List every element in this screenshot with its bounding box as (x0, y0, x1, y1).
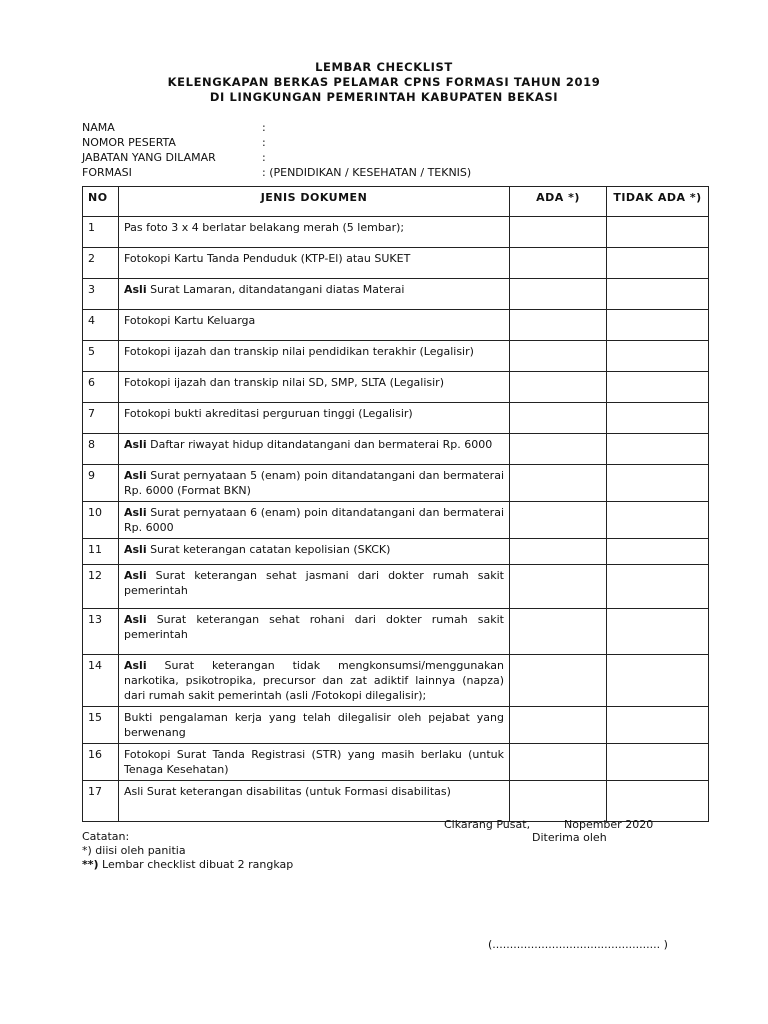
row-document-text: Surat Lamaran, ditandatangani diatas Materai (146, 283, 405, 296)
received-by-label: Diterima oleh (532, 831, 607, 844)
field-value: : (262, 121, 266, 134)
row-document (119, 248, 510, 279)
row-document-text: Surat pernyataan 5 (enam) poin ditandatangani dan bermaterai Rp. 6000 (Format BKN) (124, 469, 504, 497)
notes-title: Catatan: (82, 830, 130, 843)
field-nama (82, 120, 562, 135)
row-document-text: Surat pernyataan 6 (enam) poin ditandatangani dan bermaterai Rp. 6000 (124, 506, 504, 534)
header-no: NO (83, 187, 119, 217)
checklist-table (82, 186, 709, 822)
row-number: 9 (83, 465, 119, 502)
note-mark: **) (82, 858, 99, 871)
tidak-ada-checkbox-cell[interactable] (607, 655, 709, 707)
applicant-fields (82, 120, 562, 180)
tidak-ada-checkbox-cell[interactable] (607, 707, 709, 744)
field-label: NAMA (82, 121, 115, 134)
row-number: 3 (83, 279, 119, 310)
signature-place: Cikarang Pusat, (444, 818, 531, 831)
table-row (83, 655, 709, 707)
table-row (83, 609, 709, 655)
table-row (83, 781, 709, 822)
ada-checkbox-cell[interactable] (510, 609, 607, 655)
row-document-text: Fotokopi Kartu Keluarga (124, 314, 256, 327)
ada-checkbox-cell[interactable] (510, 744, 607, 781)
ada-checkbox-cell[interactable] (510, 279, 607, 310)
row-document-text: Pas foto 3 x 4 berlatar belakang merah (5 lembar); (124, 221, 405, 234)
row-document (119, 781, 510, 822)
row-number: 6 (83, 372, 119, 403)
row-document-text: Surat keterangan tidak mengkonsumsi/menggunakan narkotika, psikotropika, precursor dan zat adiktif lainnya (napza) dari rumah sakit pemerintah (asli /Fotokopi dilegalisir); (124, 659, 504, 702)
field-nomor-peserta (82, 135, 562, 150)
row-document-text: Fotokopi Kartu Tanda Penduduk (KTP-El) atau SUKET (124, 252, 411, 265)
table-row (83, 279, 709, 310)
row-document-bold: Asli (124, 469, 147, 482)
row-document-text: Fotokopi ijazah dan transkip nilai SD, SMP, SLTA (Legalisir) (124, 376, 444, 389)
ada-checkbox-cell[interactable] (510, 565, 607, 609)
notes-section (82, 830, 293, 872)
field-value: : (262, 151, 266, 164)
header-tidak-ada: TIDAK ADA *) (607, 187, 709, 217)
field-value: : (PENDIDIKAN / KESEHATAN / TEKNIS) (262, 166, 472, 179)
note-1 (82, 844, 293, 858)
row-number: 17 (83, 781, 119, 822)
row-number: 11 (83, 539, 119, 565)
row-document (119, 539, 510, 565)
ada-checkbox-cell[interactable] (510, 707, 607, 744)
table-row (83, 565, 709, 609)
row-number: 13 (83, 609, 119, 655)
table-row (83, 465, 709, 502)
row-number: 7 (83, 403, 119, 434)
row-number: 15 (83, 707, 119, 744)
table-row (83, 372, 709, 403)
row-document-text: Fotokopi bukti akreditasi perguruan tinggi (Legalisir) (124, 407, 413, 420)
ada-checkbox-cell[interactable] (510, 434, 607, 465)
table-row (83, 310, 709, 341)
tidak-ada-checkbox-cell[interactable] (607, 502, 709, 539)
tidak-ada-checkbox-cell[interactable] (607, 781, 709, 822)
field-label: NOMOR PESERTA (82, 136, 176, 149)
table-row (83, 744, 709, 781)
tidak-ada-checkbox-cell[interactable] (607, 539, 709, 565)
tidak-ada-checkbox-cell[interactable] (607, 465, 709, 502)
field-jabatan (82, 150, 562, 165)
note-text: diisi oleh panitia (91, 844, 186, 857)
row-document (119, 217, 510, 248)
tidak-ada-checkbox-cell[interactable] (607, 248, 709, 279)
header-title: LEMBAR CHECKLIST (315, 60, 453, 74)
row-document (119, 372, 510, 403)
row-document (119, 279, 510, 310)
tidak-ada-checkbox-cell[interactable] (607, 310, 709, 341)
row-document (119, 707, 510, 744)
note-mark: *) (82, 844, 92, 857)
note-2 (82, 858, 293, 872)
row-document-text: Surat keterangan catatan kepolisian (SKCK) (146, 543, 391, 556)
row-document (119, 465, 510, 502)
row-document (119, 609, 510, 655)
tidak-ada-checkbox-cell[interactable] (607, 279, 709, 310)
row-number: 12 (83, 565, 119, 609)
tidak-ada-checkbox-cell[interactable] (607, 403, 709, 434)
row-number: 14 (83, 655, 119, 707)
tidak-ada-checkbox-cell[interactable] (607, 609, 709, 655)
table-row (83, 434, 709, 465)
row-document (119, 434, 510, 465)
ada-checkbox-cell[interactable] (510, 781, 607, 822)
header-ada: ADA *) (510, 187, 607, 217)
row-document-text: Daftar riwayat hidup ditandatangani dan bermaterai Rp. 6000 (146, 438, 493, 451)
row-number: 1 (83, 217, 119, 248)
row-number: 2 (83, 248, 119, 279)
ada-checkbox-cell[interactable] (510, 341, 607, 372)
row-document-text: Bukti pengalaman kerja yang telah dilegalisir oleh pejabat yang berwenang (124, 711, 504, 739)
row-number: 8 (83, 434, 119, 465)
row-document (119, 565, 510, 609)
tidak-ada-checkbox-cell[interactable] (607, 372, 709, 403)
row-number: 5 (83, 341, 119, 372)
row-document (119, 403, 510, 434)
row-number: 4 (83, 310, 119, 341)
row-document (119, 341, 510, 372)
table-body (83, 217, 709, 822)
ada-checkbox-cell[interactable] (510, 403, 607, 434)
table-row (83, 403, 709, 434)
row-document-text: Surat keterangan sehat jasmani dari dokter rumah sakit pemerintah (124, 569, 504, 597)
field-formasi (82, 165, 562, 180)
field-label: FORMASI (82, 166, 132, 179)
tidak-ada-checkbox-cell[interactable] (607, 217, 709, 248)
row-document (119, 655, 510, 707)
table-row (83, 707, 709, 744)
row-document (119, 502, 510, 539)
ada-checkbox-cell[interactable] (510, 217, 607, 248)
table-row (83, 248, 709, 279)
tidak-ada-checkbox-cell[interactable] (607, 341, 709, 372)
row-document (119, 310, 510, 341)
row-document-bold: Asli (124, 613, 147, 626)
row-number: 10 (83, 502, 119, 539)
header-jenis-dokumen: JENIS DOKUMEN (119, 187, 510, 217)
ada-checkbox-cell[interactable] (510, 655, 607, 707)
field-value: : (262, 136, 266, 149)
row-document-bold: Asli (124, 543, 147, 556)
table-row (83, 217, 709, 248)
row-document-bold: Asli (124, 506, 147, 519)
table-header-row (83, 187, 709, 217)
row-document-text: Asli Surat keterangan disabilitas (untuk Formasi disabilitas) (124, 785, 451, 798)
ada-checkbox-cell[interactable] (510, 465, 607, 502)
signature-line: (................................................ ) (488, 938, 668, 951)
tidak-ada-checkbox-cell[interactable] (607, 744, 709, 781)
table-row (83, 341, 709, 372)
ada-checkbox-cell[interactable] (510, 502, 607, 539)
header-subtitle: KELENGKAPAN BERKAS PELAMAR CPNS FORMASI TAHUN 2019 (167, 75, 601, 89)
document-header (0, 60, 768, 105)
row-document-bold: Asli (124, 438, 147, 451)
table-row (83, 502, 709, 539)
row-document-text: Surat keterangan sehat rohani dari dokter rumah sakit pemerintah (124, 613, 504, 641)
ada-checkbox-cell[interactable] (510, 372, 607, 403)
ada-checkbox-cell[interactable] (510, 539, 607, 565)
ada-checkbox-cell[interactable] (510, 310, 607, 341)
row-document-bold: Asli (124, 569, 147, 582)
table-row (83, 539, 709, 565)
row-document-text: Fotokopi Surat Tanda Registrasi (STR) yang masih berlaku (untuk Tenaga Kesehatan) (124, 748, 504, 776)
tidak-ada-checkbox-cell[interactable] (607, 434, 709, 465)
row-document (119, 744, 510, 781)
row-document-text: Fotokopi ijazah dan transkip nilai pendidikan terakhir (Legalisir) (124, 345, 474, 358)
ada-checkbox-cell[interactable] (510, 248, 607, 279)
row-number: 16 (83, 744, 119, 781)
tidak-ada-checkbox-cell[interactable] (607, 565, 709, 609)
note-text: Lembar checklist dibuat 2 rangkap (98, 858, 294, 871)
signature-date: Nopember 2020 (564, 818, 654, 831)
field-label: JABATAN YANG DILAMAR (82, 151, 216, 164)
row-document-bold: Asli (124, 283, 147, 296)
row-document-bold: Asli (124, 659, 147, 672)
header-agency: DI LINGKUNGAN PEMERINTAH KABUPATEN BEKASI (209, 90, 559, 104)
